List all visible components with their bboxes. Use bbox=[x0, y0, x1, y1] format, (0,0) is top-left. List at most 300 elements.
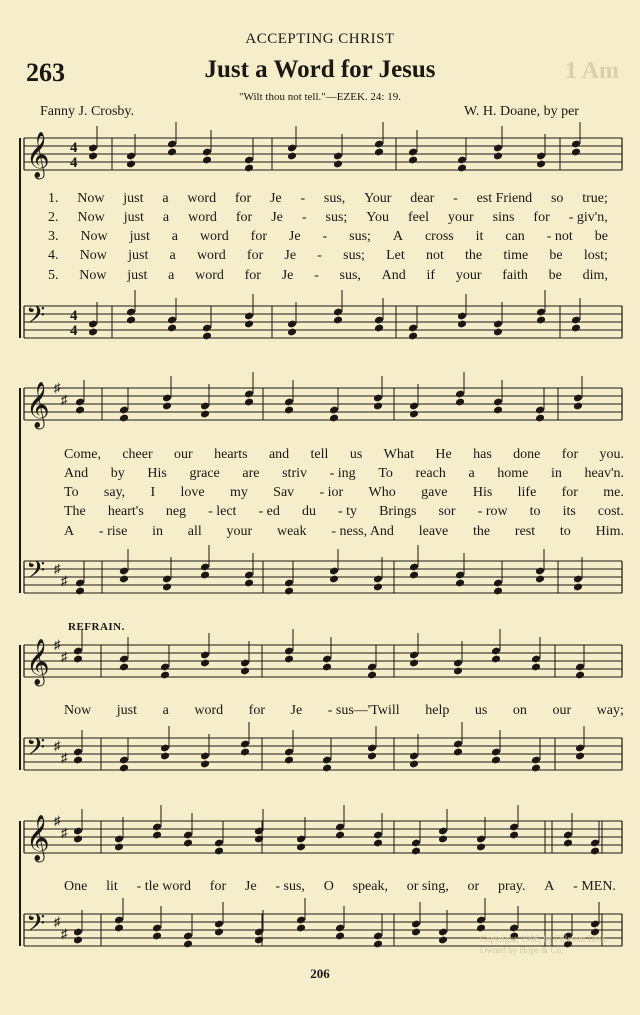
lyric-syllable: done bbox=[513, 447, 541, 462]
lyric-syllable: He bbox=[435, 447, 452, 462]
note-head bbox=[160, 752, 170, 761]
lyric-syllable: Now bbox=[77, 191, 105, 206]
note-head bbox=[244, 579, 254, 588]
lyric-syllable: Je bbox=[281, 268, 294, 283]
lyric-syllable: Now bbox=[80, 229, 108, 244]
bass-clef: 𝄢 bbox=[26, 733, 46, 768]
note-head bbox=[411, 847, 421, 856]
lyric-syllable: can bbox=[505, 229, 525, 244]
note-head bbox=[335, 831, 345, 840]
lyric-syllable: for bbox=[248, 703, 265, 718]
lyric-syllable: word bbox=[196, 248, 226, 263]
lyric-syllable: if bbox=[426, 268, 436, 283]
lyric-syllable: - bbox=[317, 248, 322, 263]
lyric-syllable: all bbox=[187, 524, 202, 539]
note-head bbox=[73, 936, 83, 945]
lyric-syllable: dim, bbox=[582, 268, 608, 283]
lyric-syllable: speak, bbox=[352, 879, 388, 894]
lyric-syllable: a bbox=[162, 703, 169, 718]
lyric-syllable: for bbox=[235, 210, 253, 225]
lyric-syllable: rest bbox=[514, 524, 536, 539]
lyric-line bbox=[64, 524, 624, 540]
treble-clef: 𝄞 bbox=[26, 815, 50, 861]
note-head bbox=[333, 316, 343, 325]
note-head bbox=[438, 936, 448, 945]
lyric-syllable: - bbox=[453, 191, 458, 206]
note-head bbox=[476, 924, 486, 933]
lyric-syllable: sor bbox=[438, 504, 456, 519]
lyric-syllable: love bbox=[180, 485, 205, 500]
note-head bbox=[573, 583, 583, 592]
note-head bbox=[167, 148, 177, 157]
lyric-syllable: your bbox=[226, 524, 253, 539]
note-head bbox=[114, 924, 124, 933]
lyric-syllable: You bbox=[366, 210, 390, 225]
lyric-syllable: you. bbox=[599, 447, 624, 462]
note-head bbox=[491, 756, 501, 765]
lyric-syllable: a bbox=[468, 466, 475, 481]
note-head bbox=[409, 410, 419, 419]
lyric-syllable: Je bbox=[288, 229, 301, 244]
lyric-syllable: for bbox=[209, 879, 227, 894]
note-head bbox=[493, 328, 503, 337]
lyric-syllable: in bbox=[152, 524, 163, 539]
note-head bbox=[244, 164, 254, 173]
treble-clef: 𝄞 bbox=[26, 132, 50, 178]
lyric-syllable: help bbox=[425, 703, 450, 718]
lyric-syllable: be bbox=[549, 248, 563, 263]
page-number: 206 bbox=[310, 966, 330, 981]
lyric-syllable: Now bbox=[64, 703, 92, 718]
lyric-syllable: sus, bbox=[323, 191, 346, 206]
lyric-syllable: reach bbox=[415, 466, 446, 481]
lyric-syllable: - ing bbox=[329, 466, 356, 481]
lyric-syllable: your bbox=[455, 268, 482, 283]
lyric-syllable: du bbox=[301, 504, 316, 519]
lyric-syllable: Sav bbox=[273, 485, 295, 500]
note-head bbox=[409, 760, 419, 769]
lyric-syllable: home bbox=[497, 466, 529, 481]
note-head bbox=[408, 332, 418, 341]
lyric-syllable: the bbox=[465, 248, 483, 263]
lyric-syllable: by bbox=[110, 466, 125, 481]
lyric-syllable: sus, bbox=[339, 268, 361, 283]
lyric-syllable: A bbox=[392, 229, 403, 244]
lyric-syllable: a bbox=[169, 248, 176, 263]
note-head bbox=[367, 752, 377, 761]
lyric-syllable: Your bbox=[364, 191, 392, 206]
note-head bbox=[493, 587, 503, 596]
note-head bbox=[202, 332, 212, 341]
lyric-syllable: One bbox=[64, 879, 88, 894]
lyric-syllable: way; bbox=[596, 703, 624, 718]
lyric-syllable: - ty bbox=[337, 504, 358, 519]
bass-clef: 𝄢 bbox=[26, 301, 46, 336]
note-head bbox=[575, 671, 585, 680]
lyric-syllable: To bbox=[378, 466, 393, 481]
lyric-syllable: just bbox=[123, 191, 144, 206]
lyric-syllable: on bbox=[512, 703, 527, 718]
note-head bbox=[254, 936, 264, 945]
show-through-text: 1 Am bbox=[565, 58, 619, 84]
note-head bbox=[160, 671, 170, 680]
note-head bbox=[571, 148, 581, 157]
note-head bbox=[535, 575, 545, 584]
lyric-syllable: to bbox=[529, 504, 541, 519]
section-heading: ACCEPTING CHRIST bbox=[245, 31, 395, 47]
lyric-syllable: - not bbox=[546, 229, 573, 244]
note-head bbox=[374, 148, 384, 157]
lyric-syllable: What bbox=[383, 447, 414, 462]
note-head bbox=[200, 410, 210, 419]
time-signature: 4 bbox=[70, 323, 78, 339]
note-head bbox=[536, 316, 546, 325]
lyric-syllable: - tle word bbox=[136, 879, 191, 894]
lyric-syllable: sus; bbox=[325, 210, 348, 225]
lyric-syllable: for bbox=[234, 191, 252, 206]
lyric-syllable: a bbox=[168, 268, 175, 283]
lyric-line bbox=[48, 248, 608, 264]
note-head bbox=[287, 328, 297, 337]
lyric-syllable: to bbox=[559, 524, 571, 539]
lyric-syllable: a bbox=[162, 210, 170, 225]
lyric-syllable: Let bbox=[386, 248, 405, 263]
lyric-syllable: word bbox=[194, 703, 224, 718]
note-head bbox=[200, 659, 210, 668]
lyric-syllable: To bbox=[64, 485, 79, 500]
note-head bbox=[119, 764, 129, 773]
lyric-syllable: word bbox=[187, 191, 217, 206]
lyric-syllable: pray. bbox=[498, 879, 526, 894]
lyric-syllable: Who bbox=[368, 485, 396, 500]
lyric-syllable: me. bbox=[603, 485, 624, 500]
copyright-notice: Copyright, 1906, by Fillmore Bros. Owned by Hope & Co. bbox=[480, 934, 608, 955]
note-head bbox=[373, 940, 383, 949]
lyric-line bbox=[48, 191, 608, 207]
lyric-syllable: for bbox=[246, 248, 264, 263]
lyric-syllable: the bbox=[473, 524, 491, 539]
note-head bbox=[322, 764, 332, 773]
lyric-syllable: for bbox=[250, 229, 267, 244]
note-head bbox=[284, 655, 294, 664]
note-head bbox=[88, 152, 98, 161]
note-head bbox=[75, 587, 85, 596]
lyric-syllable: or sing, bbox=[406, 879, 449, 894]
lyric-syllable: its bbox=[562, 504, 576, 519]
lyric-syllable: leave bbox=[418, 524, 449, 539]
lyric-syllable: sins bbox=[492, 210, 515, 225]
lyric-syllable: - row bbox=[477, 504, 508, 519]
lyric-syllable: us bbox=[474, 703, 488, 718]
lyric-syllable: faith bbox=[502, 268, 528, 283]
refrain-label: REFRAIN. bbox=[68, 621, 125, 633]
lyric-syllable: grace bbox=[189, 466, 220, 481]
lyric-syllable: His bbox=[472, 485, 493, 500]
treble-clef: 𝄞 bbox=[26, 382, 50, 428]
lyric-syllable: Now bbox=[79, 268, 107, 283]
lyric-syllable: for bbox=[244, 268, 261, 283]
note-head bbox=[457, 164, 467, 173]
sharp-sign: ♯ bbox=[61, 392, 68, 407]
lyric-syllable: heav'n. bbox=[584, 466, 624, 481]
note-head bbox=[152, 932, 162, 941]
time-signature: 4 bbox=[70, 308, 78, 324]
note-head bbox=[287, 152, 297, 161]
lyric-syllable: I bbox=[150, 485, 156, 500]
note-head bbox=[491, 655, 501, 664]
lyric-syllable: Je bbox=[284, 248, 297, 263]
lyric-syllable: Come, bbox=[64, 447, 101, 462]
sharp-sign: ♯ bbox=[61, 926, 68, 941]
lyric-syllable: Je bbox=[269, 191, 282, 206]
note-head bbox=[284, 406, 294, 415]
note-head bbox=[329, 414, 339, 423]
lyric-syllable: Him. bbox=[595, 524, 624, 539]
note-head bbox=[373, 839, 383, 848]
sharp-sign: ♯ bbox=[61, 573, 68, 588]
lyric-syllable: true; bbox=[582, 191, 608, 206]
lyric-syllable: just bbox=[116, 703, 138, 718]
note-head bbox=[162, 583, 172, 592]
note-head bbox=[573, 402, 583, 411]
note-head bbox=[335, 932, 345, 941]
lyric-syllable: word bbox=[195, 268, 224, 283]
sharp-sign: ♯ bbox=[61, 825, 68, 840]
note-head bbox=[73, 756, 83, 765]
note-head bbox=[563, 839, 573, 848]
note-head bbox=[408, 156, 418, 165]
lyric-syllable: my bbox=[229, 485, 248, 500]
lyric-syllable: neg bbox=[165, 504, 187, 519]
note-head bbox=[88, 328, 98, 337]
sharp-sign: ♯ bbox=[54, 561, 61, 576]
note-head bbox=[73, 835, 83, 844]
lyric-syllable: - ed bbox=[258, 504, 280, 519]
lyric-syllable: Je bbox=[290, 703, 303, 718]
note-head bbox=[126, 160, 136, 169]
lyric-syllable: are bbox=[242, 466, 260, 481]
lyric-syllable: - ior bbox=[319, 485, 344, 500]
note-head bbox=[126, 316, 136, 325]
note-head bbox=[296, 924, 306, 933]
lyric-syllable: - sus, bbox=[275, 879, 305, 894]
lyric-syllable: Brings bbox=[379, 504, 417, 519]
note-head bbox=[453, 667, 463, 676]
lyric-syllable: it bbox=[475, 229, 484, 244]
lyric-syllable: for bbox=[561, 485, 578, 500]
note-head bbox=[240, 667, 250, 676]
lyric-syllable: The bbox=[64, 504, 86, 519]
lyric-syllable: not bbox=[425, 248, 444, 263]
sharp-sign: ♯ bbox=[54, 738, 61, 753]
note-head bbox=[333, 160, 343, 169]
lyric-syllable: His bbox=[147, 466, 167, 481]
lyric-syllable: be bbox=[548, 268, 562, 283]
note-head bbox=[457, 320, 467, 329]
lyric-syllable: - bbox=[322, 229, 328, 244]
time-signature: 4 bbox=[70, 155, 78, 171]
lyric-syllable: O bbox=[323, 879, 334, 894]
lyric-syllable: Je bbox=[244, 879, 257, 894]
lyric-syllable: And bbox=[64, 466, 89, 481]
lyric-syllable: lost; bbox=[583, 248, 608, 263]
note-head bbox=[200, 571, 210, 580]
lyric-syllable: Now bbox=[79, 248, 107, 263]
note-head bbox=[284, 587, 294, 596]
lyric-syllable: has bbox=[473, 447, 492, 462]
note-head bbox=[200, 760, 210, 769]
note-head bbox=[373, 583, 383, 592]
note-head bbox=[167, 324, 177, 333]
lyric-syllable: just bbox=[127, 268, 148, 283]
lyric-syllable: just bbox=[128, 248, 149, 263]
note-head bbox=[374, 324, 384, 333]
note-head bbox=[244, 398, 254, 407]
lyric-syllable: And bbox=[381, 268, 406, 283]
lyric-syllable: sus; bbox=[349, 229, 371, 244]
lyric-syllable: - rise bbox=[98, 524, 128, 539]
note-head bbox=[409, 571, 419, 580]
lyric-line bbox=[48, 268, 608, 284]
note-head bbox=[493, 152, 503, 161]
lyric-syllable: A bbox=[64, 524, 75, 539]
lyric-syllable: sus; bbox=[343, 248, 365, 263]
note-head bbox=[75, 406, 85, 415]
lyric-syllable: word bbox=[199, 229, 229, 244]
lyric-syllable: in bbox=[551, 466, 562, 481]
lyric-syllable: 2. bbox=[48, 210, 59, 225]
note-head bbox=[214, 928, 224, 937]
lyric-line bbox=[64, 879, 616, 895]
note-head bbox=[438, 835, 448, 844]
note-head bbox=[119, 414, 129, 423]
lyric-syllable: for bbox=[533, 210, 550, 225]
lyric-syllable: tell bbox=[310, 447, 329, 462]
lyric-line bbox=[64, 447, 624, 463]
lyric-syllable: Je bbox=[271, 210, 283, 225]
note-head bbox=[162, 402, 172, 411]
lyric-syllable: hearts bbox=[214, 447, 248, 462]
sharp-sign: ♯ bbox=[54, 380, 61, 395]
sharp-sign: ♯ bbox=[54, 914, 61, 929]
note-head bbox=[244, 320, 254, 329]
lyric-line bbox=[64, 466, 624, 482]
lyric-syllable: - ness, And bbox=[331, 524, 394, 539]
hymn-number: 263 bbox=[26, 58, 65, 87]
lyric-syllable: cross bbox=[424, 229, 454, 244]
lyric-syllable: 5. bbox=[48, 268, 59, 283]
author-credit: Fanny J. Crosby. bbox=[40, 104, 134, 119]
note-head bbox=[455, 579, 465, 588]
note-head bbox=[453, 748, 463, 757]
sharp-sign: ♯ bbox=[61, 649, 68, 664]
lyric-line bbox=[48, 229, 608, 245]
lyric-syllable: gave bbox=[421, 485, 448, 500]
lyric-syllable: just bbox=[123, 210, 144, 225]
lyric-syllable: say, bbox=[103, 485, 126, 500]
lyric-syllable: our bbox=[174, 447, 193, 462]
note-head bbox=[575, 752, 585, 761]
lyric-line bbox=[64, 703, 624, 719]
lyric-syllable: heart's bbox=[107, 504, 144, 519]
lyric-line bbox=[64, 504, 624, 520]
lyric-syllable: Now bbox=[77, 210, 105, 225]
note-head bbox=[476, 843, 486, 852]
sharp-sign: ♯ bbox=[61, 750, 68, 765]
lyric-syllable: for bbox=[561, 447, 579, 462]
note-head bbox=[119, 663, 129, 672]
scripture-reference: "Wilt thou not tell."—EZEK. 24: 19. bbox=[239, 91, 401, 103]
note-head bbox=[152, 831, 162, 840]
lyric-syllable: so bbox=[550, 191, 564, 206]
lyric-syllable: cost. bbox=[597, 504, 624, 519]
note-head bbox=[409, 659, 419, 668]
lyric-syllable: feel bbox=[408, 210, 429, 225]
lyric-syllable: - bbox=[314, 268, 319, 283]
note-head bbox=[531, 764, 541, 773]
lyric-syllable: - giv'n, bbox=[568, 210, 608, 225]
lyric-syllable: a bbox=[162, 191, 169, 206]
lyric-syllable: your bbox=[447, 210, 474, 225]
note-head bbox=[114, 843, 124, 852]
note-head bbox=[373, 402, 383, 411]
note-head bbox=[240, 748, 250, 757]
note-head bbox=[254, 835, 264, 844]
time-signature: 4 bbox=[70, 140, 78, 156]
note-head bbox=[183, 839, 193, 848]
note-head bbox=[509, 831, 519, 840]
sharp-sign: ♯ bbox=[54, 813, 61, 828]
lyric-syllable: striv bbox=[282, 466, 307, 481]
treble-clef: 𝄞 bbox=[26, 639, 50, 685]
lyric-syllable: - lect bbox=[208, 504, 237, 519]
lyric-syllable: est Friend bbox=[476, 191, 533, 206]
lyric-syllable: weak bbox=[276, 524, 307, 539]
lyric-syllable: time bbox=[503, 248, 529, 263]
lyric-syllable: cheer bbox=[122, 447, 153, 462]
note-head bbox=[535, 414, 545, 423]
lyric-syllable: just bbox=[129, 229, 150, 244]
note-head bbox=[73, 655, 83, 664]
lyric-syllable: us bbox=[349, 447, 363, 462]
sharp-sign: ♯ bbox=[54, 637, 61, 652]
note-head bbox=[455, 398, 465, 407]
note-head bbox=[202, 156, 212, 165]
lyric-syllable: our bbox=[552, 703, 572, 718]
note-head bbox=[590, 847, 600, 856]
lyric-syllable: and bbox=[268, 447, 290, 462]
lyric-syllable: word bbox=[188, 210, 217, 225]
lyric-syllable: A bbox=[544, 879, 555, 894]
bass-clef: 𝄢 bbox=[26, 556, 46, 591]
hymn-title: Just a Word for Jesus bbox=[204, 56, 436, 83]
lyric-line bbox=[64, 485, 624, 501]
note-head bbox=[411, 928, 421, 937]
note-head bbox=[329, 575, 339, 584]
lyric-syllable: - bbox=[300, 191, 306, 206]
lyric-syllable: 3. bbox=[48, 229, 59, 244]
note-head bbox=[183, 940, 193, 949]
note-head bbox=[367, 671, 377, 680]
lyric-syllable: dear bbox=[410, 191, 435, 206]
bass-clef: 𝄢 bbox=[26, 909, 46, 944]
note-head bbox=[296, 843, 306, 852]
note-head bbox=[322, 663, 332, 672]
lyric-syllable: - bbox=[301, 210, 307, 225]
note-head bbox=[119, 575, 129, 584]
lyric-syllable: or bbox=[467, 879, 480, 894]
lyric-syllable: - sus—'Twill bbox=[327, 703, 400, 718]
